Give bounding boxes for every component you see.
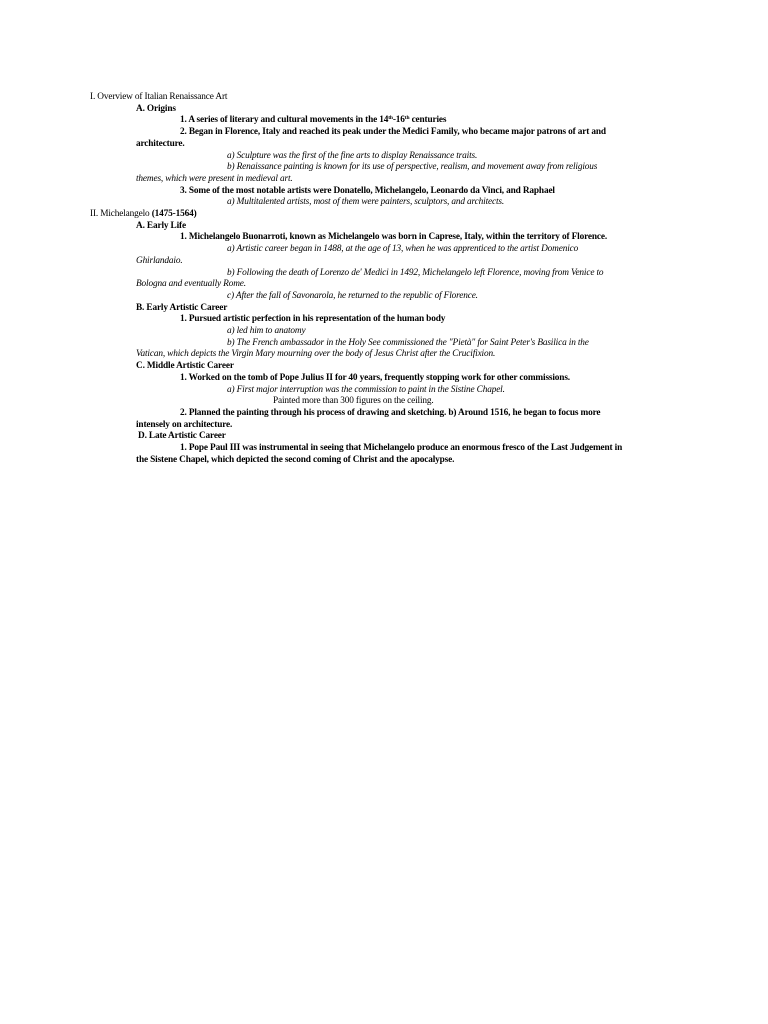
- section-2a-item-1: 1. Michelangelo Buonarroti, known as Michelangelo was born in Caprese, Italy, within the territory of Florence.: [180, 232, 607, 243]
- section-2-title: II. Michelangelo: [90, 209, 152, 220]
- section-2d-heading: D. Late Artistic Career: [138, 431, 226, 442]
- section-2a-item-1-b-continued: Bologna and eventually Rome.: [136, 279, 246, 290]
- outline: [90, 92, 690, 467]
- superscript: th: [388, 115, 393, 122]
- section-2b-item-1: 1. Pursued artistic perfection in his representation of the human body: [180, 314, 446, 325]
- section-2c-item-1: 1. Worked on the tomb of Pope Julius II for 40 years, frequently stopping work for other commissions.: [180, 372, 570, 383]
- section-2a-item-1-b: b) Following the death of Lorenzo de' Medici in 1492, Michelangelo left Florence, moving from Venice to: [227, 267, 604, 278]
- section-1a-item-2-a: a) Sculpture was the first of the fine arts to display Renaissance traits.: [227, 150, 478, 161]
- section-2a-heading: A. Early Life: [136, 220, 186, 231]
- section-2-years: (1475-1564): [151, 209, 197, 220]
- section-2c-item-1-a: a) First major interruption was the commission to paint in the Sistine Chapel.: [227, 384, 505, 395]
- section-1a-item-2-continued: architecture.: [136, 138, 185, 149]
- section-2a-item-1-c: c) After the fall of Savonarola, he returned to the republic of Florence.: [227, 290, 478, 301]
- section-1a-heading: A. Origins: [136, 103, 176, 114]
- section-2c-item-2: 2. Planned the painting through his process of drawing and sketching. b) Around 1516, he began to focus more: [180, 407, 601, 418]
- superscript: th: [404, 115, 410, 122]
- item-text: 1. A series of literary and cultural movements in the 14: [180, 115, 389, 126]
- section-2c-heading: C. Middle Artistic Career: [136, 361, 234, 372]
- section-2c-figures-note: Painted more than 300 figures on the ceiling.: [273, 396, 434, 407]
- section-1a-item-2-b: b) Renaissance painting is known for its use of perspective, realism, and movement away from religious: [227, 162, 598, 173]
- section-1-heading: I. Overview of Italian Renaissance Art: [90, 92, 228, 102]
- section-2a-item-1-a: a) Artistic career began in 1488, at the age of 13, when he was apprenticed to the artist Domenico: [227, 244, 579, 255]
- section-2b-item-1-b: b) The French ambassador in the Holy See commissioned the "Pietà" for Saint Peter's Basilica in the: [227, 337, 589, 348]
- section-1a-item-3-a: a) Multitalented artists, most of them were painters, sculptors, and architects.: [227, 197, 505, 208]
- section-1a-item-2-b-continued: themes, which were present in medieval art.: [136, 173, 293, 184]
- section-2-heading: [90, 209, 690, 221]
- section-2b-item-1-b-continued: Vatican, which depicts the Virgin Mary mourning over the body of Jesus Christ after the Crucifixion.: [136, 349, 496, 360]
- item-text: centuries: [409, 115, 447, 126]
- section-2c-item-2-continued: intensely on architecture.: [136, 419, 233, 430]
- section-1a-item-3: 3. Some of the most notable artists were Donatello, Michelangelo, Leonardo da Vinci, and Raphael: [180, 185, 555, 196]
- section-2b-item-1-a: a) led him to anatomy: [227, 326, 306, 337]
- section-1a-item-2: 2. Began in Florence, Italy and reached its peak under the Medici Family, who became major patrons of art and: [180, 127, 606, 138]
- item-text: -16: [392, 115, 405, 126]
- section-2a-item-1-a-continued: Ghirlandaio.: [136, 255, 183, 266]
- section-2d-item-1: 1. Pope Paul III was instrumental in seeing that Michelangelo produce an enormous fresco of the Last Judgement in: [180, 443, 623, 454]
- section-1a-item-1: [90, 115, 690, 127]
- section-2b-heading: B. Early Artistic Career: [136, 302, 228, 313]
- section-2d-item-1-continued: the Sistene Chapel, which depicted the second coming of Christ and the apocalypse.: [136, 454, 455, 465]
